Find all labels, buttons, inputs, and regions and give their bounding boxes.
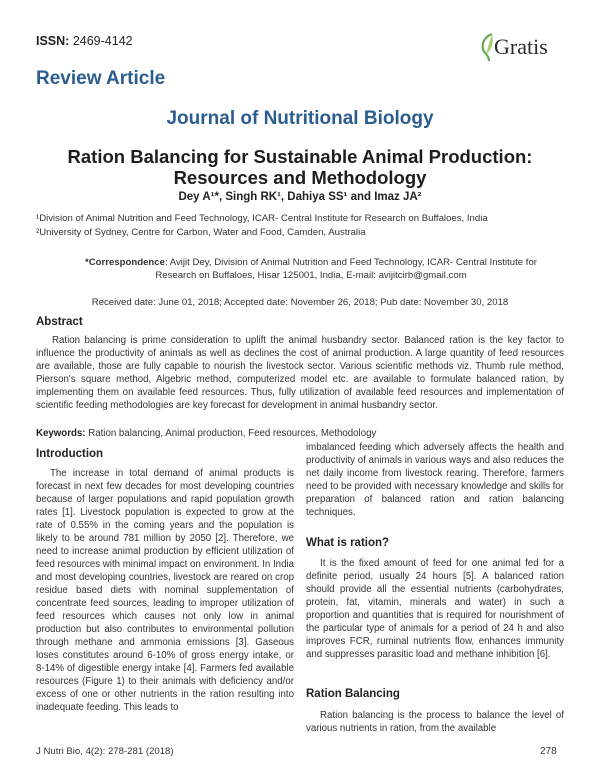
keywords-text: Ration balancing, Animal production, Feed resources, Methodology [85,428,377,439]
authors: Dey A¹*, Singh RK¹, Dahiya SS¹ and Imaz JA² [178,191,422,203]
page-number: 278 [540,746,557,757]
right-column [306,441,564,519]
ration-balancing-heading: Ration Balancing [306,688,400,700]
paper-title: Ration Balancing for Sustainable Animal Production: Resources and Methodology [67,146,533,188]
correspondence-label: *Correspondence [85,257,165,268]
affiliation-1: ¹Division of Animal Nutrition and Feed Technology, ICAR- Central Institute for Research on Buffaloes, India [36,213,488,224]
issn-label: ISSN: [36,34,70,48]
what-is-ration-text: It is the fixed amount of feed for one animal fed for a definite period, usually 24 hours [5]. A balanced ration should provide all the essential nutrients (carbohydrates, protein, fat, vitamin, minerals and water) in such a proportion and quantities that is required for nourishment of the particular type of animals for a period of 24 h and also improves FCR, ruminal nutrients flow, enhances immunity and suppresses parasitic load and methane inhibition [6]. [306,558,564,660]
article-dates: Received date: June 01, 2018; Accepted date: November 26, 2018; Pub date: November 30, 2018 [91,297,509,308]
logo-text: Gratis [494,34,548,59]
abstract-text: Ration balancing is prime consideration to uplift the animal husbandry sector. Balanced ration is the key factor to influence the productivity of animals as well as declines the cost of animal production. A large quantity of feed resources are available, those are fully capable to nourish the livestock sector. Various scientific methods viz. Thumb rule method, Pierson's square method, Algebric method, computerized model etc. are available to formulate balanced ration, by implementing them on available feed resources. Thus, fully utilization of available feed resources and implementation of scientific feeding methodologies are key forecast for development in animal husbandry sector. [36,335,564,411]
journal-name: Journal of Nutritional Biology [166,108,434,129]
abstract-heading: Abstract [36,316,83,328]
keywords [36,428,564,439]
affiliation-2: ²University of Sydney, Centre for Carbon, Water and Food, Camden, Australia [36,227,366,238]
intro-text: The increase in total demand of animal products is forecast in next few decades for most developing countries because of larger populations and rapid population growth rates [1]. Livestock population is expected to grow at the rate of 0.55% in the coming years and the population is likely to be around 781 million by 2050 [2]. Therefore, we need to increase animal production by efficient utilization of feed resources with minimal impact on environment. In India and most developing countries, livestock are reared on crop residue based diets with nominal supplementation of concentrate feed sources, leading to improper utilization of feed resources which causes not only low in animal production but also contributes to environmental pollution through methane and ammonia emissions [3]. Gaseous loses constitutes around 6-10% of gross energy intake, or 8-14% of digestible energy intake [4]. Farmers fed available resources (Figure 1) to their animals with deficiency and/or excess of one or other nutrients in the ration resulting into inadequate feeding. This leads to [36,468,294,713]
what-is-ration-block [306,557,564,661]
what-is-ration-heading: What is ration? [306,537,390,549]
correspondence [66,256,556,282]
gratis-logo [478,30,568,70]
intro-column [36,467,294,714]
ration-balancing-block [306,709,564,735]
intro-heading: Introduction [36,448,104,460]
issn [36,34,133,48]
continued-text: imbalanced feeding which adversely affects the health and productivity of animals in various ways and also reduces the net daily income from livestock rearing. Therefore, farmers need to be provided with necessary knowledge and skills for preparation of balanced ration and ration balancing techniques. [306,442,564,518]
correspondence-text: : Avijit Dey, Division of Animal Nutrition and Feed Technology, ICAR- Central Institute for Research on Buffaloes, Hisar 125001, India, E-mail: avijitcirb@gmail.com [155,257,537,281]
footer-citation: J Nutri Bio, 4(2): 278-281 (2018) [36,746,174,757]
ration-balancing-text: Ration balancing is the process to balance the level of various nutrients in ration, from the available [306,710,564,734]
issn-value: 2469-4142 [69,34,133,48]
article-type: Review Article [36,68,166,89]
keywords-label: Keywords: [36,428,86,439]
